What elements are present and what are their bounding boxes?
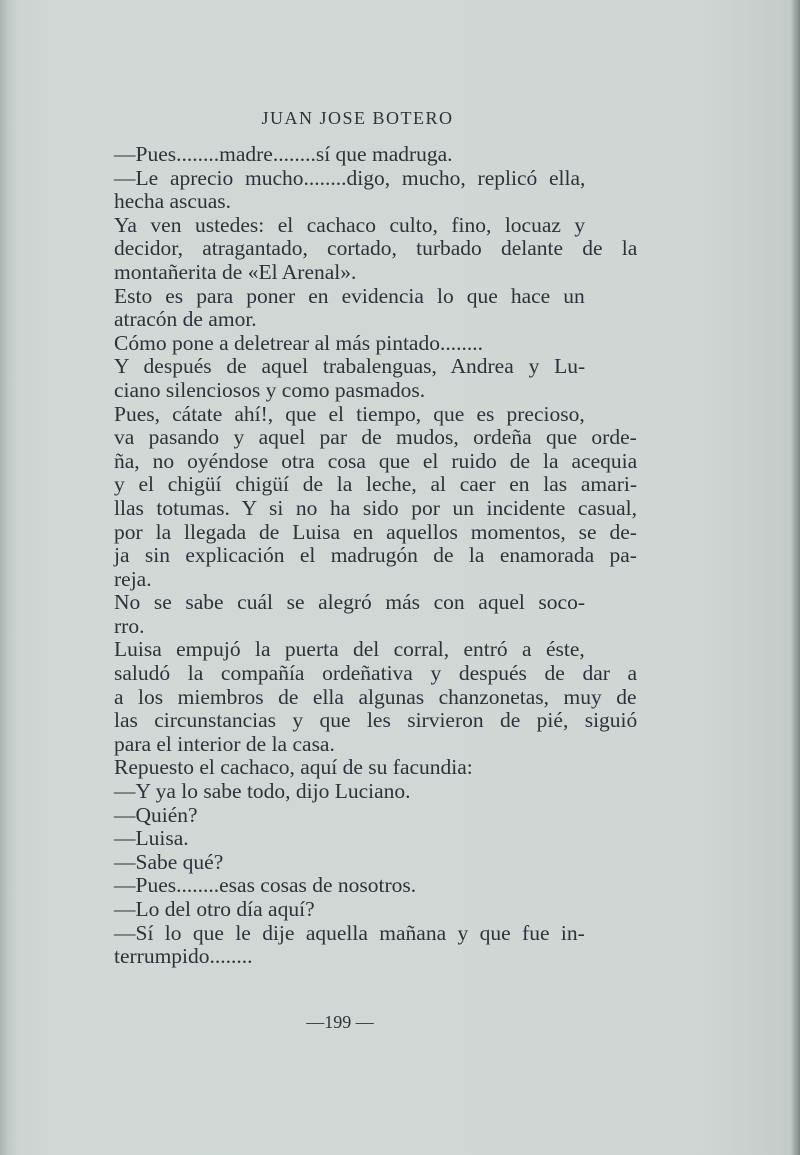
text-line: las circunstancias y que les sirvieron de pié, siguió bbox=[114, 708, 638, 733]
paragraph bbox=[62, 214, 637, 285]
paragraph bbox=[62, 332, 637, 356]
paragraph bbox=[62, 403, 637, 592]
text-line: Repuesto el cachaco, aquí de su facundia: bbox=[114, 755, 473, 780]
text-line: —Sí lo que le dije aquella mañana y que fue in- bbox=[114, 920, 585, 945]
text-line: saludó la compañía ordeñativa y después de dar a bbox=[114, 661, 638, 686]
text-line: y el chigüí chigüí de la leche, al caer en las amari- bbox=[114, 472, 637, 497]
text-line: a los miembros de ella algunas chanzonetas, muy de bbox=[114, 684, 637, 709]
text-line: Luisa empujó la puerta del corral, entró a éste, bbox=[114, 637, 585, 662]
text-line: —Luisa. bbox=[114, 826, 189, 851]
text-line: Cómo pone a deletrear al más pintado........ bbox=[114, 330, 483, 355]
page-binding-edge bbox=[0, 0, 10, 1155]
text-line: —Sabe qué? bbox=[114, 849, 224, 874]
paragraph bbox=[62, 804, 637, 828]
text-line: montañerita de «El Arenal». bbox=[114, 259, 357, 284]
paragraph bbox=[62, 591, 637, 638]
text-line: ciano silenciosos y como pasmados. bbox=[114, 377, 426, 402]
paragraph bbox=[62, 874, 637, 898]
text-line: va pasando y aquel par de mudos, ordeña que orde- bbox=[114, 425, 637, 450]
paragraph bbox=[62, 638, 637, 756]
paragraph bbox=[62, 827, 637, 851]
page-number: —199 — bbox=[306, 1012, 374, 1032]
text-line: Y después de aquel trabalenguas, Andrea y Lu- bbox=[114, 354, 586, 379]
text-line: terrumpido........ bbox=[114, 944, 253, 969]
text-line: —Y ya lo sabe todo, dijo Luciano. bbox=[114, 779, 411, 804]
text-line: ja sin explicación el madrugón de la enamorada pa- bbox=[114, 543, 637, 568]
text-line: —Quién? bbox=[114, 802, 198, 827]
text-line: atracón de amor. bbox=[114, 307, 257, 332]
text-line: —Pues........esas cosas de nosotros. bbox=[114, 873, 417, 898]
text-line: Ya ven ustedes: el cachaco culto, fino, locuaz y bbox=[114, 212, 586, 237]
paragraph bbox=[62, 285, 637, 332]
text-line: —Le aprecio mucho........digo, mucho, replicó ella, bbox=[114, 165, 586, 190]
text-line: para el interior de la casa. bbox=[114, 731, 335, 756]
paragraph bbox=[62, 851, 637, 875]
paragraph bbox=[62, 898, 637, 922]
paragraph bbox=[62, 143, 637, 167]
text-line: Pues, cátate ahí!, que el tiempo, que es precioso, bbox=[114, 401, 585, 426]
text-line: por la llegada de Luisa en aquellos momentos, se de- bbox=[114, 519, 637, 544]
paragraph bbox=[62, 167, 637, 214]
body-text bbox=[62, 143, 637, 969]
text-line: —Lo del otro día aquí? bbox=[114, 897, 315, 921]
text-line: ña, no oyéndose otra cosa que el ruido de la acequia bbox=[114, 448, 638, 473]
paragraph bbox=[62, 756, 637, 780]
paragraph bbox=[62, 780, 637, 804]
running-head: JUAN JOSE BOTERO bbox=[261, 108, 454, 128]
text-line: No se sabe cuál se alegró más con aquel soco- bbox=[114, 590, 586, 615]
text-line: decidor, atragantado, cortado, turbado delante de la bbox=[114, 236, 638, 261]
text-line: Esto es para poner en evidencia lo que hace un bbox=[114, 283, 585, 308]
text-line: hecha ascuas. bbox=[114, 189, 231, 214]
text-line: rro. bbox=[114, 613, 145, 638]
text-line: llas totumas. Y si no ha sido por un incidente casual, bbox=[114, 495, 638, 520]
paragraph bbox=[62, 922, 637, 969]
paragraph bbox=[62, 355, 637, 402]
text-line: reja. bbox=[114, 566, 152, 591]
text-line: —Pues........madre........sí que madruga. bbox=[114, 142, 453, 166]
